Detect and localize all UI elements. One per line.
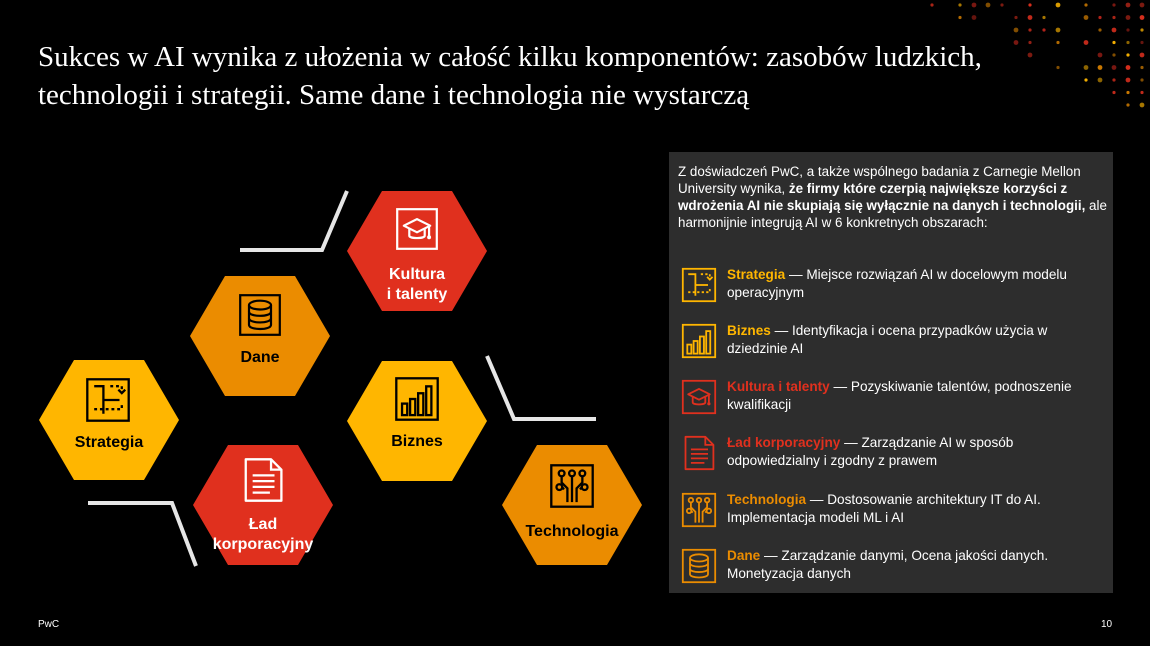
bar-chart-icon: [681, 323, 717, 359]
decorative-dot: [1084, 65, 1089, 70]
decorative-dot: [1112, 53, 1115, 56]
decorative-dot: [1126, 15, 1131, 20]
area-name: Biznes: [727, 323, 771, 338]
decorative-dot: [1112, 65, 1117, 70]
decorative-dot: [1140, 28, 1143, 31]
decorative-dot: [1014, 28, 1019, 33]
area-item-technologia: [681, 491, 1106, 531]
decorative-dot: [1098, 65, 1103, 70]
decorative-dot: [1140, 3, 1145, 8]
circuit-icon: [681, 492, 717, 528]
area-text: [727, 266, 1107, 302]
area-name: Technologia: [727, 492, 807, 507]
decorative-dot: [1126, 3, 1131, 8]
hex-label-biznes: Biznes: [391, 433, 443, 450]
decorative-dot: [1126, 28, 1129, 31]
decorative-dot: [1056, 3, 1061, 8]
decorative-dot: [1028, 3, 1031, 6]
area-name: Ład korporacyjny: [727, 435, 841, 450]
decorative-dot: [958, 3, 961, 6]
decorative-dot: [1126, 91, 1129, 94]
connector-line: [88, 503, 196, 566]
slide-title: Sukces w AI wynika z ułożenia w całość kilku komponentów: zasobów ludzkich, technologii i strategii. Same dane i technologia nie wystarczą: [38, 41, 982, 111]
hex-technologia: [502, 445, 642, 565]
area-desc: — Zarządzanie danymi, Ocena jakości danych. Monetyzacja danych: [727, 548, 1049, 581]
decorative-dot: [1084, 3, 1087, 6]
decorative-dot: [1000, 3, 1003, 6]
area-desc: — Zarządzanie AI w sposób odpowiedzialny i zgodny z prawem: [727, 435, 1014, 468]
intro-text: ale harmonijnie integrują AI w 6 konkretnych obszarach:: [678, 198, 1107, 230]
decorative-dot: [1112, 16, 1115, 19]
info-panel: [669, 152, 1113, 593]
decorative-dot: [1042, 16, 1045, 19]
hex-label-technologia: Technologia: [525, 523, 619, 540]
decorative-dot: [1140, 66, 1143, 69]
area-desc: — Miejsce rozwiązań AI w docelowym modelu operacyjnym: [727, 267, 1067, 300]
decorative-dot: [1084, 78, 1087, 81]
decorative-dot: [1098, 28, 1101, 31]
hex-label-lad: [203, 515, 323, 555]
area-name: Kultura i talenty: [727, 379, 830, 394]
graduation-cap-icon: [681, 379, 717, 415]
decorative-dot: [1112, 3, 1115, 6]
decorative-dot: [1084, 40, 1089, 45]
decorative-dot: [1112, 28, 1117, 33]
hex-label-line: i talenty: [386, 286, 448, 303]
intro-text: Z doświadczeń PwC, a także wspólnego badania z Carnegie Mellon University wynika,: [678, 164, 1081, 196]
database-icon: [681, 548, 717, 584]
hex-label-kultura: [367, 265, 467, 305]
decorative-dot: [1112, 91, 1115, 94]
hex-label-dane: Dane: [240, 349, 280, 366]
decorative-dot: [1098, 78, 1103, 83]
connector-line: [487, 356, 596, 419]
decorative-dot: [1140, 15, 1145, 20]
hex-label-line: Kultura: [389, 266, 445, 283]
decorative-dot: [1140, 91, 1143, 94]
connector-line: [240, 191, 347, 250]
area-name: Dane: [727, 548, 761, 563]
area-item-kultura: [681, 378, 1106, 418]
area-text: [727, 547, 1107, 583]
decorative-dot: [1098, 16, 1101, 19]
decorative-dot: [1126, 78, 1131, 83]
decorative-dot: [958, 16, 961, 19]
decorative-dot: [1140, 41, 1143, 44]
decorative-dot: [1112, 78, 1115, 81]
area-text: [727, 491, 1107, 527]
footer-brand: PwC: [38, 619, 60, 630]
hex-label-line: Ład: [248, 516, 278, 533]
decorative-dot: [1042, 28, 1045, 31]
area-item-lad: [681, 434, 1106, 474]
decorative-dot: [1084, 15, 1089, 20]
decorative-dot: [972, 15, 977, 20]
area-name: Strategia: [727, 267, 786, 282]
decorative-dot: [1140, 53, 1145, 58]
decorative-dot: [930, 3, 933, 6]
area-text: [727, 434, 1107, 470]
page-number: 10: [1101, 619, 1113, 630]
decorative-dot: [1126, 53, 1129, 56]
area-desc: — Pozyskiwanie talentów, podnoszenie kwalifikacji: [727, 379, 1072, 412]
intro-bold-text: że firmy które czerpią największe korzyści z wdrożenia AI nie skupiają się wyłącznie na danych i technologii,: [678, 181, 1086, 213]
area-item-dane: [681, 547, 1106, 587]
area-text: [727, 378, 1107, 414]
decorative-dot: [1098, 53, 1103, 58]
area-desc: — Dostosowanie architektury IT do AI. Implementacja modeli ML i AI: [727, 492, 1041, 525]
area-item-biznes: [681, 322, 1106, 362]
hex-label-strategia: Strategia: [74, 434, 144, 451]
hex-dane: [190, 276, 330, 396]
intro-paragraph: [678, 163, 1108, 231]
decorative-dot: [1140, 78, 1143, 81]
decorative-dot: [986, 3, 991, 8]
decorative-dot: [1126, 65, 1131, 70]
decorative-dot: [1126, 103, 1129, 106]
decorative-dot: [1028, 28, 1031, 31]
decorative-dot: [1112, 41, 1115, 44]
area-item-strategia: [681, 266, 1106, 306]
area-desc: — Identyfikacja i ocena przypadków użycia w dziedzinie AI: [727, 323, 1048, 356]
strategy-path-icon: [681, 267, 717, 303]
decorative-dot: [972, 3, 977, 8]
document-icon: [681, 435, 717, 471]
decorative-dot: [1056, 28, 1061, 33]
decorative-dot: [1014, 16, 1017, 19]
decorative-dot: [1126, 41, 1129, 44]
decorative-dot: [1028, 15, 1033, 20]
area-text: [727, 322, 1107, 358]
decorative-dot: [1140, 103, 1145, 108]
hex-label-line: korporacyjny: [212, 536, 314, 553]
